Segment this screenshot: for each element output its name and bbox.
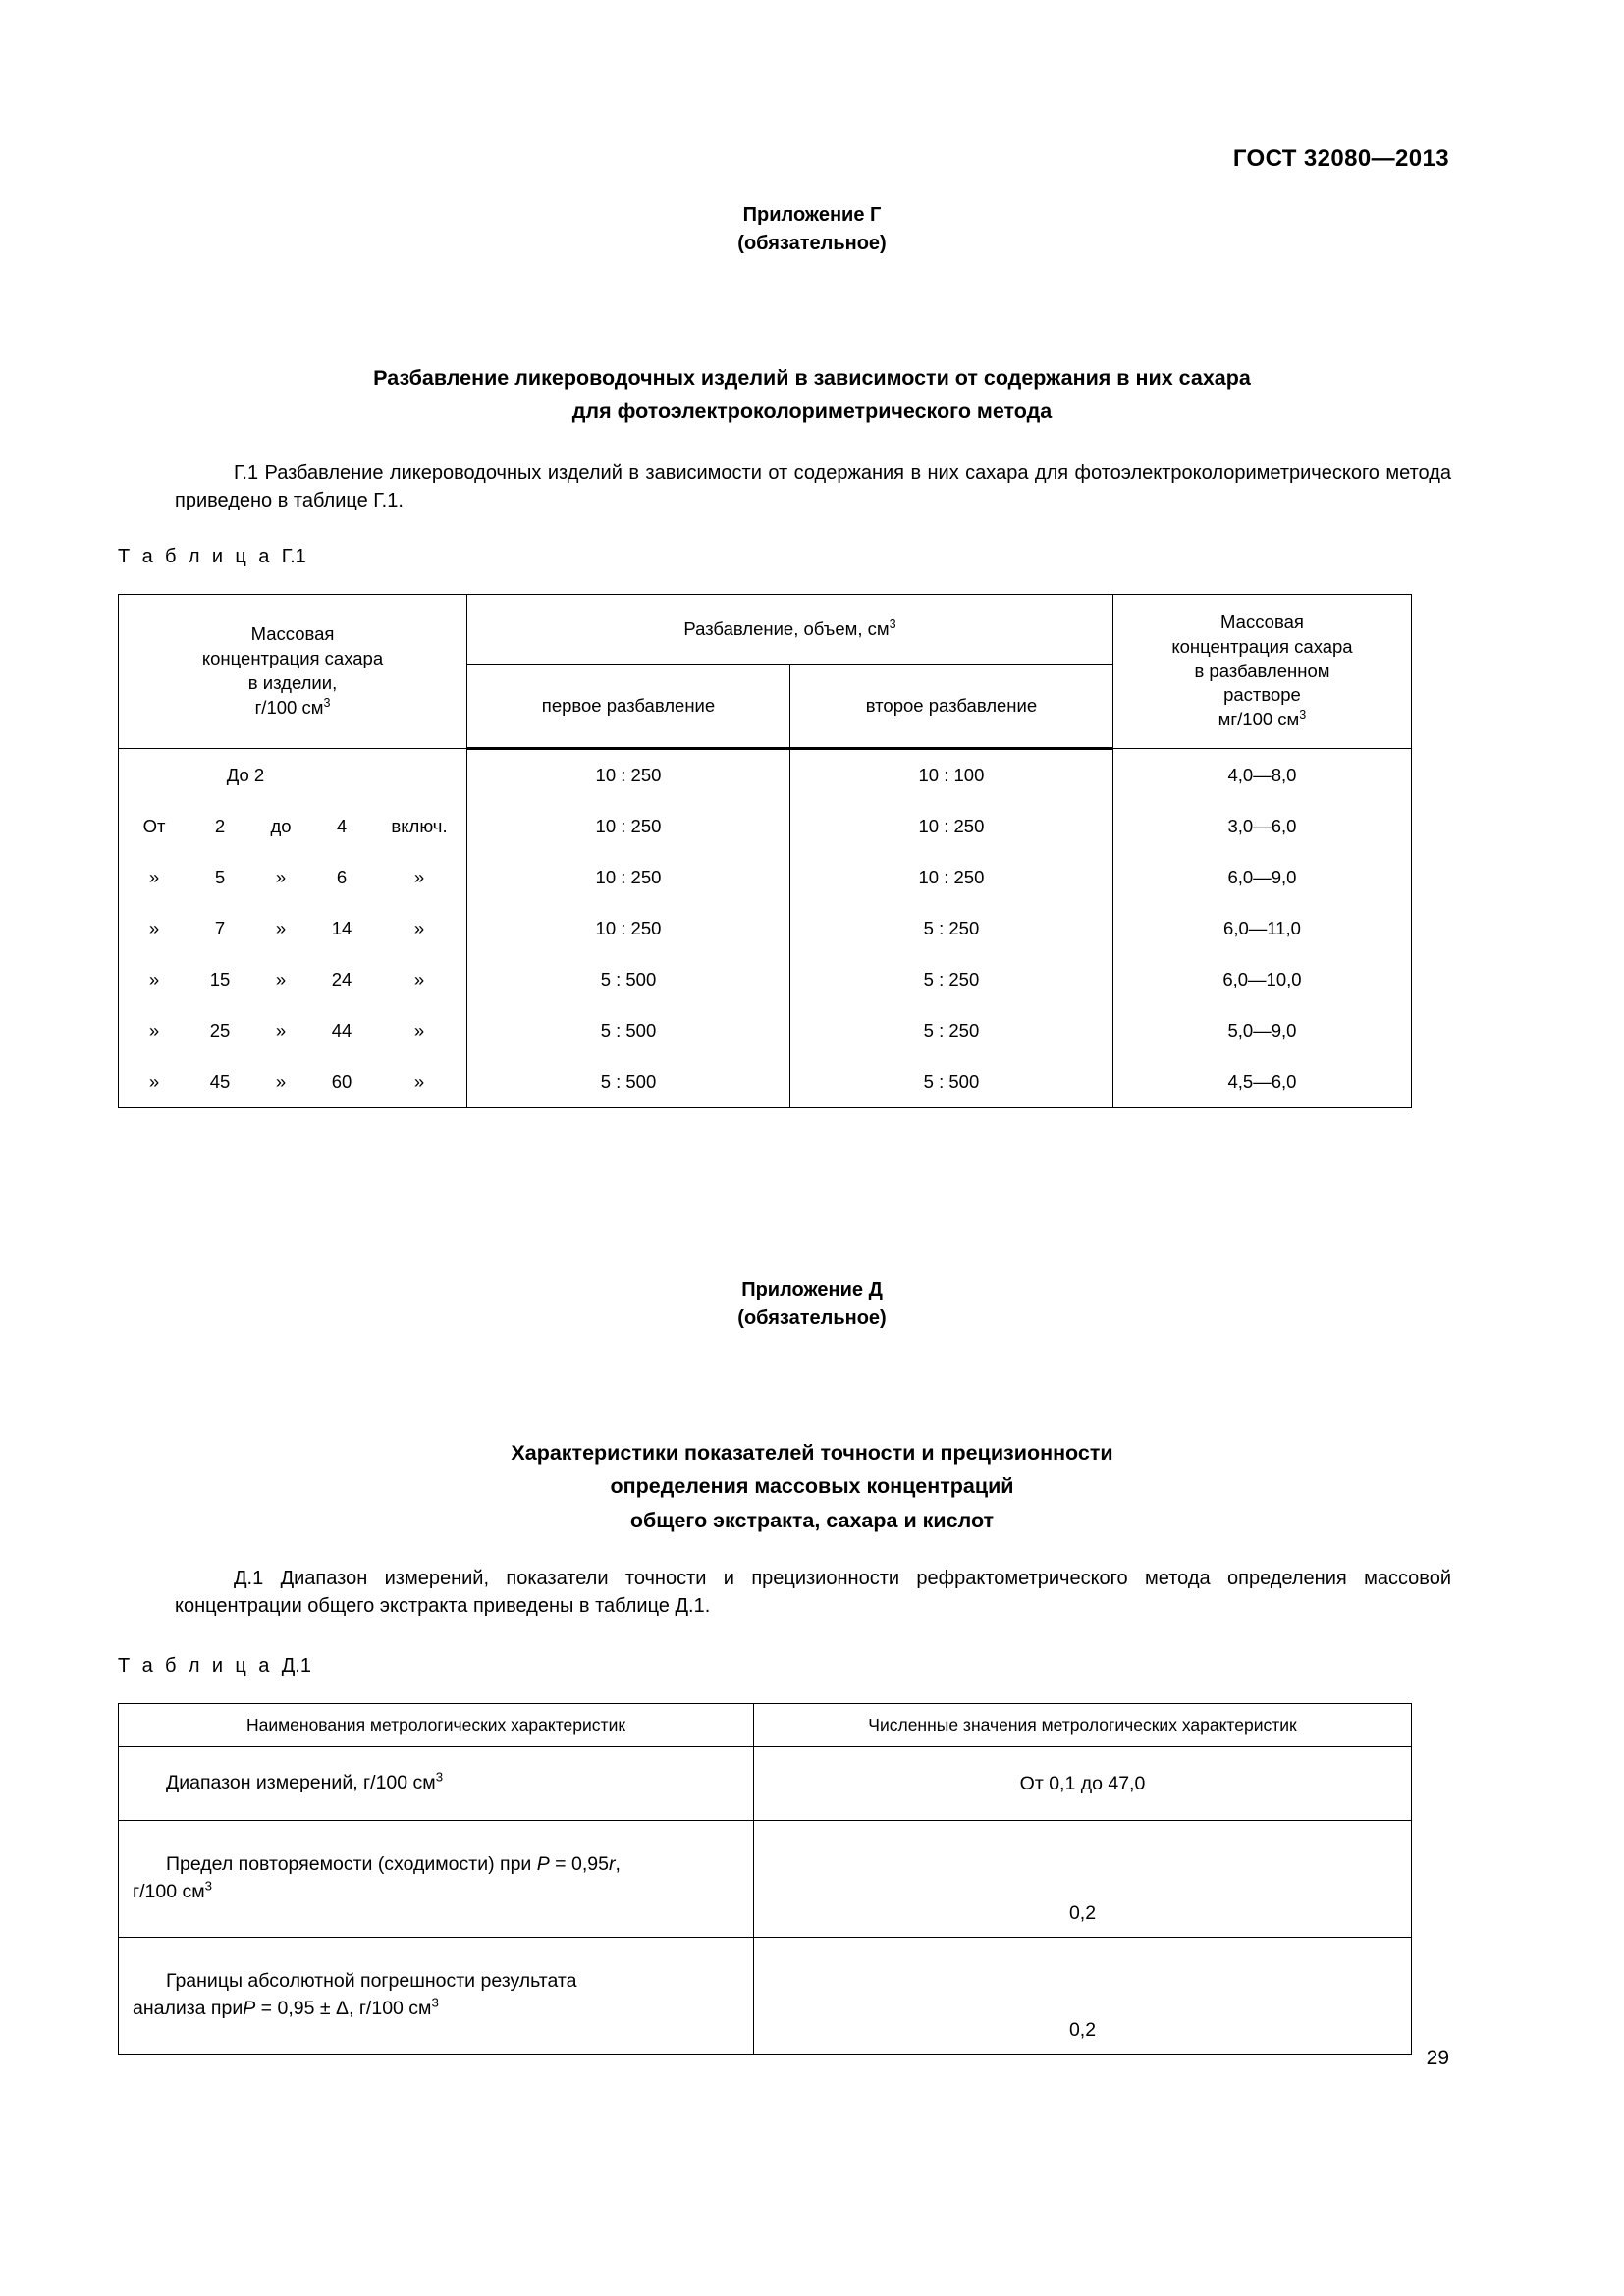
table-d1-header-name: Наименования метрологических характеристик	[119, 1704, 754, 1747]
appendix-d-title-line3: общего экстракта, сахара и кислот	[629, 1508, 995, 1532]
appendix-g-title	[0, 361, 1624, 429]
range-part: »	[275, 867, 287, 887]
table-g1-cell-concentration: 6,0—9,0	[1112, 852, 1411, 903]
table-g1-cell-range	[119, 749, 467, 802]
table-g1-cell-concentration: 3,0—6,0	[1112, 801, 1411, 852]
appendix-g-title-line1: Разбавление ликероводочных изделий в зависимости от содержания в них сахара	[373, 366, 1251, 390]
page-number: 29	[1426, 2047, 1449, 2069]
header-line: в изделии,	[247, 672, 338, 693]
table-d1-cell-name	[119, 1938, 754, 2055]
header-superscript: 3	[889, 616, 896, 631]
table-g1-cell-concentration: 6,0—10,0	[1112, 954, 1411, 1005]
appendix-d-paragraph: Д.1 Диапазон измерений, показатели точности и прецизионности рефрактометрического метода определения массовой концентрации общего экстракта приведены в таблице Д.1.	[175, 1568, 1451, 1618]
range-part: »	[413, 918, 425, 938]
table-g1-cell-range	[119, 903, 467, 954]
table-g1-cell-first-dilution: 5 : 500	[467, 954, 790, 1005]
cell-superscript: 3	[431, 1995, 439, 2010]
cell-text: г/100 см	[133, 1881, 205, 1902]
table-g1-header-concentration-solution	[1112, 595, 1411, 749]
table-g1-cell-concentration: 4,0—8,0	[1112, 749, 1411, 802]
table-g1-cell-range	[119, 1056, 467, 1108]
cell-text: = 0,95	[549, 1852, 609, 1875]
range-grid	[119, 867, 466, 888]
table-g1-header-concentration-product	[119, 595, 467, 749]
range-part: »	[148, 969, 160, 989]
range-part: »	[413, 1020, 425, 1041]
table-d1-cell-value: 0,2	[754, 1938, 1412, 2055]
cell-superscript: 3	[435, 1769, 444, 1785]
header-superscript: 3	[323, 695, 331, 710]
range-text: До 2	[226, 764, 265, 785]
range-part: »	[413, 969, 425, 989]
range-grid	[119, 1020, 466, 1041]
table-d1-cell-name	[119, 1747, 754, 1821]
table-g1-header-dilution-group	[467, 595, 1113, 665]
appendix-d-status: (обязательное)	[737, 1308, 887, 1329]
range-part: 4	[336, 816, 348, 836]
appendix-g-label: Приложение Г	[742, 204, 882, 226]
cell-text: Предел повторяемости (сходимости) при	[166, 1852, 537, 1875]
table-d1-body	[119, 1747, 1412, 2055]
header-line: концентрация сахара	[1171, 635, 1353, 657]
table-d1-head	[119, 1704, 1412, 1747]
range-part: 25	[209, 1020, 231, 1041]
table-row	[119, 801, 1412, 852]
range-part: »	[275, 1020, 287, 1041]
header-line: Массовая	[250, 623, 335, 645]
cell-text: Границы абсолютной погрешности результата	[166, 1969, 577, 1992]
range-part: От	[142, 816, 166, 836]
range-part: 24	[331, 969, 352, 989]
table-row	[119, 1005, 1412, 1056]
table-g1-header-first-dilution: первое разбавление	[467, 665, 790, 749]
range-part: 6	[336, 867, 348, 887]
table-g1	[118, 594, 1412, 1108]
range-part: включ.	[391, 816, 448, 836]
table-g1-body	[119, 749, 1412, 1108]
standard-header: ГОСТ 32080—2013	[1232, 145, 1449, 172]
range-grid	[119, 816, 466, 837]
table-g1-cell-second-dilution: 10 : 100	[789, 749, 1112, 802]
table-d1-caption-text: Т а б л и ц а	[118, 1655, 282, 1677]
table-g1-cell-second-dilution: 5 : 500	[789, 1056, 1112, 1108]
header-line: концентрация сахара	[201, 648, 384, 669]
table-g1-cell-range	[119, 801, 467, 852]
appendix-d-title	[0, 1436, 1624, 1537]
table-row	[119, 1938, 1412, 2055]
table-row	[119, 1747, 1412, 1821]
range-part: »	[148, 867, 160, 887]
table-g1-cell-second-dilution: 10 : 250	[789, 801, 1112, 852]
header-superscript: 3	[1299, 708, 1307, 722]
appendix-d-title-line1: Характеристики показателей точности и прецизионности	[511, 1441, 1113, 1465]
table-g1-cell-range	[119, 1005, 467, 1056]
table-g1-caption-number: Г.1	[281, 546, 306, 567]
appendix-d-label: Приложение Д	[741, 1279, 883, 1301]
table-g1-head	[119, 595, 1412, 749]
table-d1-cell-value: От 0,1 до 47,0	[754, 1747, 1412, 1821]
range-grid	[119, 969, 466, 990]
table-d1-caption	[118, 1655, 311, 1678]
table-g1-cell-concentration: 5,0—9,0	[1112, 1005, 1411, 1056]
table-g1-cell-second-dilution: 10 : 250	[789, 852, 1112, 903]
table-d1-cell-value: 0,2	[754, 1821, 1412, 1938]
table-g1-cell-concentration: 6,0—11,0	[1112, 903, 1411, 954]
table-row	[119, 749, 1412, 802]
range-part: 7	[214, 918, 226, 938]
table-g1-cell-range	[119, 954, 467, 1005]
appendix-g-paragraph: Г.1 Разбавление ликероводочных изделий в зависимости от содержания в них сахара для фотоэлектроколориметрического метода приведено в таблице Г.1.	[175, 462, 1451, 512]
table-g1-header-second-dilution: второе разбавление	[789, 665, 1112, 749]
table-g1-cell-second-dilution: 5 : 250	[789, 954, 1112, 1005]
cell-text: анализа при	[133, 1998, 244, 2019]
range-grid	[119, 918, 466, 939]
table-d1-head-row	[119, 1704, 1412, 1747]
table-row	[119, 903, 1412, 954]
range-part: 2	[214, 816, 226, 836]
table-d1-caption-number: Д.1	[281, 1655, 311, 1677]
range-part: до	[270, 816, 292, 836]
table-g1-caption	[118, 546, 306, 568]
table-g1-cell-second-dilution: 5 : 250	[789, 903, 1112, 954]
range-part: »	[148, 918, 160, 938]
range-part: »	[275, 918, 287, 938]
table-g1-cell-first-dilution: 10 : 250	[467, 749, 790, 802]
table-g1-cell-concentration: 4,5—6,0	[1112, 1056, 1411, 1108]
table-row	[119, 852, 1412, 903]
table-g1-head-row-1	[119, 595, 1412, 665]
table-row	[119, 1821, 1412, 1938]
header-line: растворе	[1223, 684, 1301, 706]
cell-text: = 0,95 ± Δ, г/100 см	[255, 1998, 432, 2019]
table-d1-cell-name	[119, 1821, 754, 1938]
table-g1-cell-range	[119, 852, 467, 903]
range-part: 45	[209, 1071, 231, 1092]
appendix-g-title-line2: для фотоэлектроколориметрического метода	[571, 400, 1053, 424]
range-part: »	[148, 1071, 160, 1092]
header-line: Разбавление, объем, см	[683, 617, 890, 639]
table-g1-cell-first-dilution: 10 : 250	[467, 852, 790, 903]
table-row	[119, 954, 1412, 1005]
table-row	[119, 1056, 1412, 1108]
table-d1	[118, 1703, 1412, 2055]
cell-superscript: 3	[204, 1878, 213, 1894]
range-part: »	[148, 1020, 160, 1041]
range-part: 60	[331, 1071, 352, 1092]
range-part: 44	[331, 1020, 352, 1041]
range-part: »	[413, 1071, 425, 1092]
table-d1-header-value: Численные значения метрологических характеристик	[754, 1704, 1412, 1747]
range-part: »	[413, 867, 425, 887]
table-g1-cell-first-dilution: 5 : 500	[467, 1056, 790, 1108]
symbol-p: P	[536, 1852, 550, 1875]
header-line: в разбавленном	[1194, 660, 1330, 681]
table-g1-caption-text: Т а б л и ц а	[118, 546, 282, 567]
cell-text: Диапазон измерений, г/100 см	[166, 1771, 436, 1793]
header-line: г/100 см	[254, 696, 324, 718]
table-g1-cell-second-dilution: 5 : 250	[789, 1005, 1112, 1056]
symbol-p: P	[243, 1998, 256, 2019]
range-part: 15	[209, 969, 231, 989]
header-line: Массовая	[1220, 611, 1304, 632]
appendix-g-status: (обязательное)	[737, 233, 887, 254]
range-grid	[119, 1071, 466, 1093]
range-part: 5	[214, 867, 226, 887]
appendix-g-heading	[0, 201, 1624, 258]
range-part: 14	[331, 918, 352, 938]
table-g1-cell-first-dilution: 5 : 500	[467, 1005, 790, 1056]
range-part: »	[275, 1071, 287, 1092]
range-part: »	[275, 969, 287, 989]
symbol-r: r	[608, 1852, 616, 1875]
table-g1-cell-first-dilution: 10 : 250	[467, 801, 790, 852]
table-g1-cell-first-dilution: 10 : 250	[467, 903, 790, 954]
appendix-d-title-line2: определения массовых концентраций	[610, 1474, 1014, 1499]
appendix-d-heading	[0, 1276, 1624, 1333]
cell-text: ,	[615, 1852, 621, 1875]
header-line: мг/100 см	[1218, 709, 1300, 730]
